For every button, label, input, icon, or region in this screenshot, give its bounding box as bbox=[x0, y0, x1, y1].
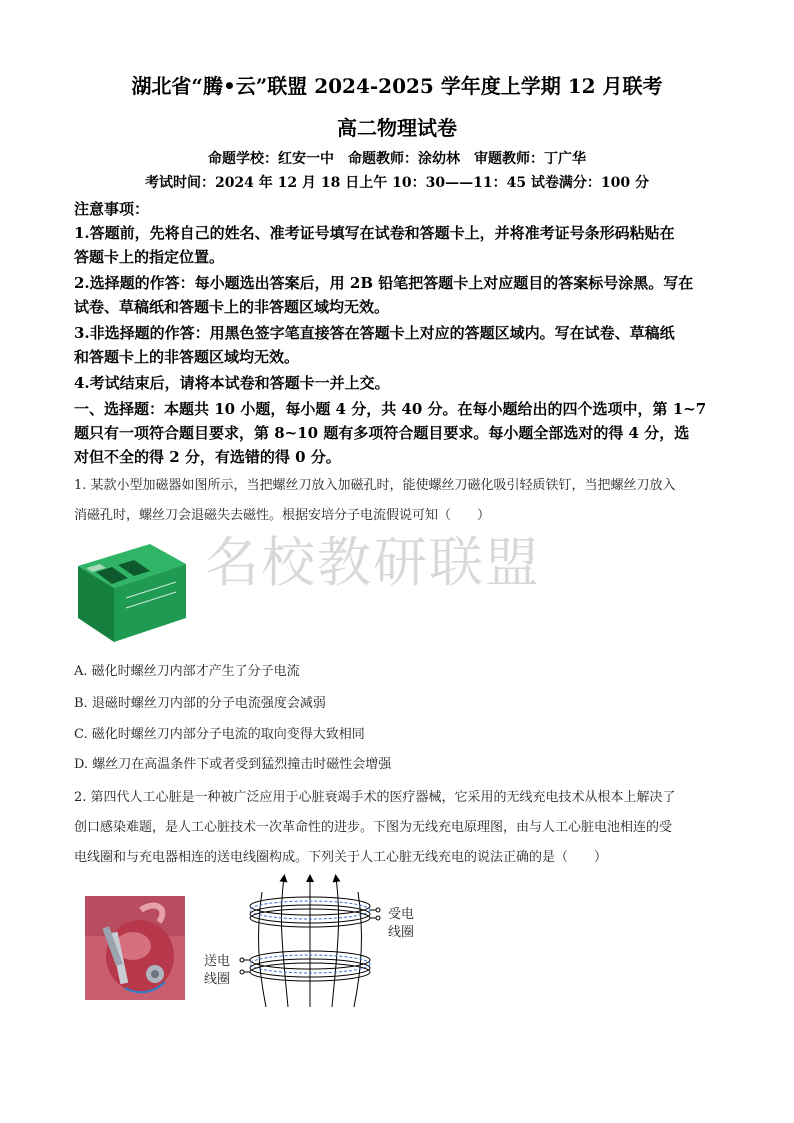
exam-info: 考试时间：2024 年 12 月 18 日上午 10：30——11：45 试卷满分：100 分 bbox=[144, 175, 650, 191]
notice-line: 试卷、草稿纸和答题卡上的非答题区域均无效。 bbox=[74, 298, 390, 316]
question-1-stem: 消磁孔时，螺丝刀会退磁失去磁性。根据安培分子电流假说可知（ ） bbox=[74, 508, 491, 523]
magnetizer-image bbox=[72, 538, 192, 648]
send-coil-label: 送电 bbox=[204, 954, 231, 969]
question-1-option-b: B. 退磁时螺丝刀内部的分子电流强度会减弱 bbox=[74, 696, 326, 711]
exam-authors: 命题学校：红安一中 命题教师：涂幼林 审题教师：丁广华 bbox=[208, 151, 586, 167]
question-1-option-a: A. 磁化时螺丝刀内部才产生了分子电流 bbox=[74, 664, 300, 679]
receive-coil-label: 受电 bbox=[388, 907, 415, 922]
question-2-stem: 电线圈和与充电器相连的送电线圈构成。下列关于人工心脏无线充电的说法正确的是（ ） bbox=[74, 850, 608, 865]
watermark: 名校教研联盟 bbox=[205, 531, 541, 594]
notice-line: 1.答题前，先将自己的姓名、准考证号填写在试卷和答题卡上，并将准考证号条形码粘贴在 bbox=[74, 224, 675, 242]
notice-line: 4.考试结束后，请将本试卷和答题卡一并上交。 bbox=[74, 374, 390, 392]
exam-subtitle: 高二物理试卷 bbox=[337, 116, 457, 140]
device-brand-label: SATA bbox=[83, 545, 111, 563]
notice-line: 3.非选择题的作答：用黑色签字笔直接答在答题卡上对应的答题区域内。写在试卷、草稿纸 bbox=[74, 324, 675, 342]
question-1-option-c: C. 磁化时螺丝刀内部分子电流的取向变得大致相同 bbox=[74, 727, 365, 742]
notice-line: 2.选择题的作答：每小题选出答案后，用 2B 铅笔把答题卡上对应题目的答案标号涂黑。写在 bbox=[74, 274, 694, 292]
send-coil-label: 线圈 bbox=[204, 972, 231, 987]
notice-heading: 注意事项： bbox=[74, 200, 150, 218]
notice-line: 和答题卡上的非答题区域均无效。 bbox=[74, 348, 300, 366]
notice-line: 答题卡上的指定位置。 bbox=[74, 248, 225, 266]
question-1-stem: 1. 某款小型加磁器如图所示，当把螺丝刀放入加磁孔时，能使螺丝刀磁化吸引轻质铁钉，当把螺丝刀放入 bbox=[74, 478, 676, 493]
artificial-heart-image bbox=[85, 896, 185, 1000]
question-2-stem: 创口感染难题，是人工心脏技术一次革命性的进步。下图为无线充电原理图，由与人工心脏电池相连的受 bbox=[74, 820, 673, 835]
section-instruction: 题只有一项符合题目要求，第 8~10 题有多项符合题目要求。每小题全部选对的得 4 分，选 bbox=[74, 424, 690, 442]
receive-coil-label: 线圈 bbox=[388, 925, 415, 940]
section-instruction: 一、选择题：本题共 10 小题，每小题 4 分，共 40 分。在每小题给出的四个选项中，第 1~7 bbox=[74, 400, 707, 418]
question-1-option-d: D. 螺丝刀在高温条件下或者受到猛烈撞击时磁性会增强 bbox=[74, 757, 392, 772]
exam-title: 湖北省“腾•云”联盟 2024-2025 学年度上学期 12 月联考 bbox=[131, 74, 663, 98]
wireless-charging-diagram bbox=[200, 872, 430, 1012]
section-instruction: 对但不全的得 2 分，有选错的得 0 分。 bbox=[74, 448, 341, 466]
question-2-stem: 2. 第四代人工心脏是一种被广泛应用于心脏衰竭手术的医疗器械，它采用的无线充电技术从根本上解决了 bbox=[74, 790, 676, 805]
